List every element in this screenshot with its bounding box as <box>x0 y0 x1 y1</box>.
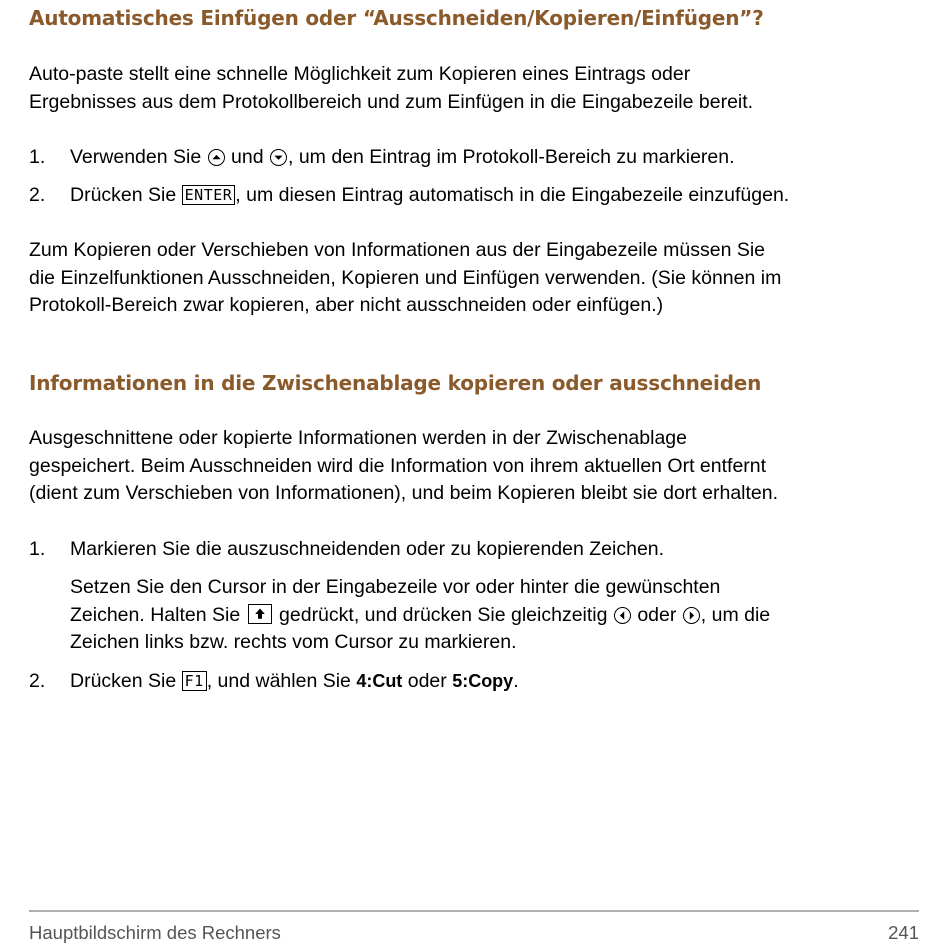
step-number: 1. <box>29 146 46 168</box>
step-text-part: , und wählen Sie <box>206 670 351 692</box>
detail-text-part: Zeichen. Halten Sie <box>70 603 241 626</box>
shift-key-icon <box>248 604 272 624</box>
footer-chapter-title: Hauptbildschirm des Rechners <box>29 922 281 943</box>
page-number: 241 <box>888 922 919 943</box>
section-heading-auto-paste: Automatisches Einfügen oder “Ausschneiden/Kopieren/Einfügen”? <box>29 6 764 30</box>
intro-line: Ergebnisses aus dem Protokollbereich und zum Einfügen in die Eingabezeile bereit. <box>29 90 754 113</box>
footer-divider <box>29 910 919 912</box>
step-text-part: oder <box>407 670 447 692</box>
step-text: Markieren Sie die auszuschneidenden oder zu kopierenden Zeichen. <box>70 538 665 560</box>
down-arrow-key-icon <box>270 149 287 166</box>
up-arrow-key-icon <box>208 149 225 166</box>
outro-line: Protokoll-Bereich zwar kopieren, aber nicht ausschneiden oder einfügen.) <box>29 294 664 316</box>
enter-key: ENTER <box>182 185 236 205</box>
intro-line: gespeichert. Beim Ausschneiden wird die Information von ihrem aktuellen Ort entfernt <box>29 454 767 477</box>
step-text-part: , um diesen Eintrag automatisch in die Eingabezeile einzufügen. <box>235 184 790 206</box>
step-text-part: Verwenden Sie <box>70 146 202 168</box>
clipboard-intro <box>29 425 929 508</box>
intro-line: (dient zum Verschieben von Informationen), und beim Kopieren bleibt sie dort erhalten. <box>29 482 779 504</box>
step-number: 1. <box>29 538 46 560</box>
menu-item-copy: 5:Copy <box>452 671 514 691</box>
section-heading-clipboard: Informationen in die Zwischenablage kopieren oder ausschneiden <box>29 371 762 395</box>
step-text <box>70 668 930 696</box>
detail-text-part: , um die <box>700 603 771 626</box>
detail-text-part: oder <box>637 603 677 626</box>
auto-paste-outro <box>29 237 929 320</box>
step-number: 2. <box>29 184 46 206</box>
outro-line: Zum Kopieren oder Verschieben von Informationen aus der Eingabezeile müssen Sie <box>29 239 766 261</box>
step-text-part: Drücken Sie <box>70 184 177 206</box>
left-arrow-key-icon <box>614 607 631 624</box>
auto-paste-intro <box>29 61 929 116</box>
step-number: 2. <box>29 670 46 692</box>
step-text <box>70 182 930 210</box>
detail-text-part: gedrückt, und drücken Sie gleichzeitig <box>279 603 608 626</box>
intro-line: Auto-paste stellt eine schnelle Möglichkeit zum Kopieren eines Eintrags oder <box>29 63 691 85</box>
f1-key: F1 <box>182 671 207 691</box>
step-text-part: , um den Eintrag im Protokoll-Bereich zu markieren. <box>288 146 735 168</box>
detail-line: Setzen Sie den Cursor in der Eingabezeile vor oder hinter die gewünschten <box>70 576 721 598</box>
clipboard-step-1-detail <box>70 574 910 657</box>
detail-line: Zeichen links bzw. rechts vom Cursor zu markieren. <box>70 631 517 653</box>
outro-line: die Einzelfunktionen Ausschneiden, Kopieren und Einfügen verwenden. (Sie können im <box>29 266 782 289</box>
step-text-part: . <box>513 670 519 692</box>
step-text <box>70 144 930 172</box>
intro-line: Ausgeschnittene oder kopierte Informationen werden in der Zwischenablage <box>29 427 687 449</box>
step-text-part: und <box>231 146 264 168</box>
step-text-part: Drücken Sie <box>70 670 177 692</box>
right-arrow-key-icon <box>683 607 700 624</box>
menu-item-cut: 4:Cut <box>356 671 403 691</box>
